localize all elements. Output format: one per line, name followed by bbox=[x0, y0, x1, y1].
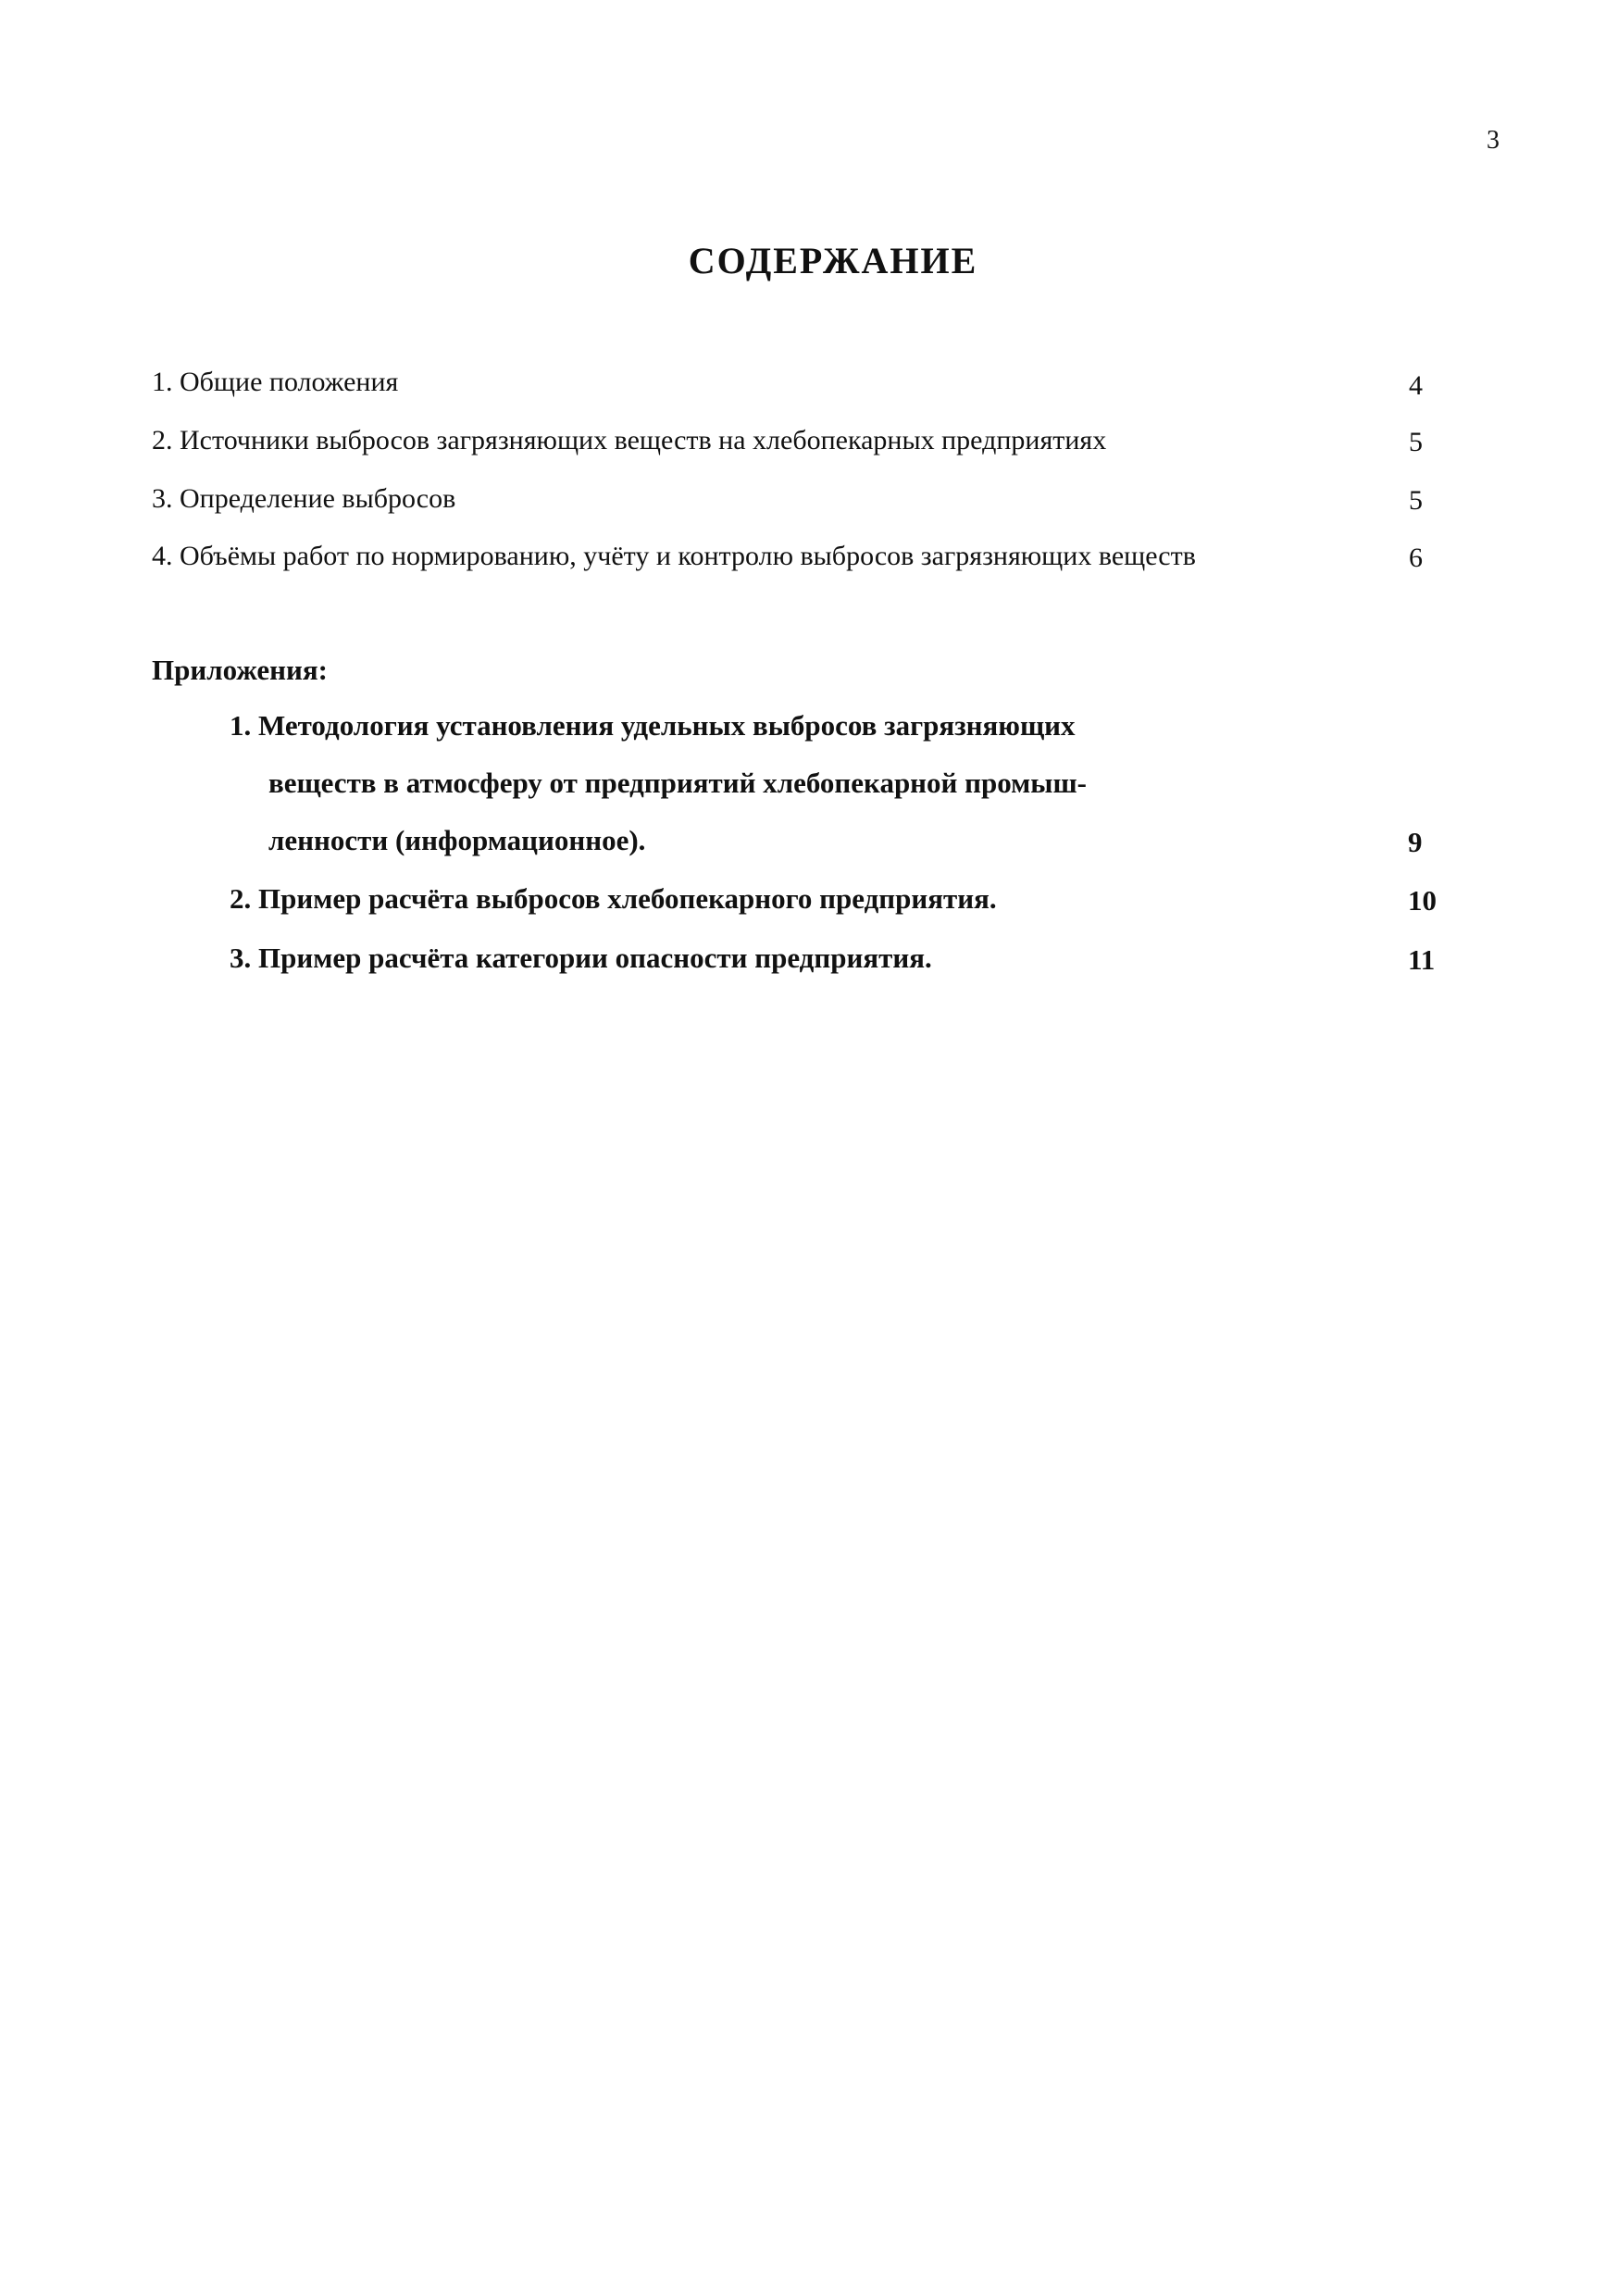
page-number: 3 bbox=[1487, 126, 1500, 155]
appendix-item-methodology-line-3: ленности (информационное). bbox=[268, 824, 646, 856]
toc-page-number: 5 bbox=[1409, 485, 1423, 516]
appendix-page-number: 11 bbox=[1408, 943, 1436, 976]
toc-item-emission-determination: 3. Определение выбросов bbox=[152, 483, 456, 514]
toc-page-number: 4 bbox=[1409, 370, 1423, 401]
toc-item-emission-sources: 2. Источники выбросов загрязняющих веществ на хлебопекарных предприятиях bbox=[152, 425, 1107, 455]
toc-item-work-volumes: 4. Объёмы работ по нормированию, учёту и контролю выбросов загрязняющих веществ bbox=[152, 541, 1196, 571]
appendix-item-emission-calc-example: 2. Пример расчёта выбросов хлебопекарного предприятия. bbox=[230, 882, 997, 915]
toc-page-number: 6 bbox=[1409, 543, 1423, 573]
appendix-item-methodology-line-2: веществ в атмосферу от предприятий хлебопекарной промыш- bbox=[268, 767, 1087, 799]
page-title: СОДЕРЖАНИЕ bbox=[688, 240, 978, 281]
appendix-item-hazard-category-example: 3. Пример расчёта категории опасности предприятия. bbox=[230, 942, 932, 974]
appendix-page-number: 9 bbox=[1408, 826, 1423, 858]
appendix-item-methodology-line-1: 1. Методология установления удельных выбросов загрязняющих bbox=[230, 709, 1076, 742]
toc-page-number: 5 bbox=[1409, 427, 1423, 457]
toc-item-general-provisions: 1. Общие положения bbox=[152, 367, 399, 397]
appendices-heading: Приложения: bbox=[152, 654, 328, 686]
appendix-page-number: 10 bbox=[1408, 884, 1437, 917]
